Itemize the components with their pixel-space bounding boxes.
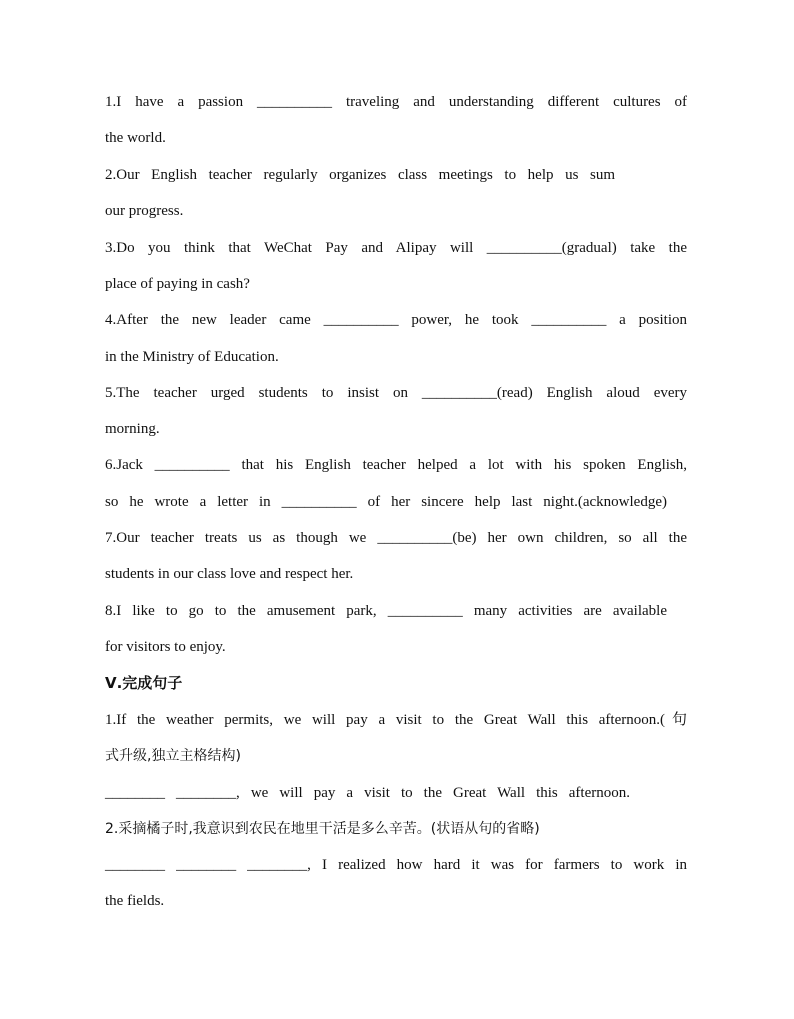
exercise-3-line-2: place of paying in cash?: [105, 276, 250, 292]
exercise-8-line-1: 8.I like to go to the amusement park, __________ many activities are available: [105, 603, 667, 619]
exercise-1-line-1: 1.I have a passion __________ traveling and understanding different cultures of: [105, 94, 687, 110]
exercise-5-line-1: 5.The teacher urged students to insist on __________(read) English aloud every: [105, 385, 687, 401]
exercise-5-line-2: morning.: [105, 421, 160, 437]
exercise-7-line-2: students in our class love and respect her.: [105, 566, 354, 582]
exercise-4-line-1: 4.After the new leader came __________ power, he took __________ a position: [105, 312, 687, 328]
sentence-2-line-3: the fields.: [105, 893, 165, 909]
exercise-4-line-2: in the Ministry of Education.: [105, 349, 279, 365]
exercise-7-line-1: 7.Our teacher treats us as though we __________(be) her own children, so all the: [105, 530, 687, 546]
exercise-6-line-2: so he wrote a letter in __________ of her sincere help last night.(acknowledge): [105, 494, 667, 510]
exercise-2-line-1: 2.Our English teacher regularly organizes class meetings to help us sum: [105, 167, 615, 183]
exercise-3-line-1: 3.Do you think that WeChat Pay and Alipay will __________(gradual) take the: [105, 240, 687, 256]
sentence-2-answer-line: ________ ________ ________, I realized how hard it was for farmers to work in: [105, 857, 687, 873]
exercise-1-line-2: the world.: [105, 130, 166, 146]
exercise-8-line-2: for visitors to enjoy.: [105, 639, 226, 655]
exercise-6-line-1: 6.Jack __________ that his English teacher helped a lot with his spoken English,: [105, 457, 687, 473]
sentence-1-line-2: 式升级,独立主格结构): [105, 748, 241, 764]
sentence-2-line-1: 2.采摘橘子时,我意识到农民在地里干活是多么辛苦。(状语从句的省略): [105, 821, 540, 837]
exercise-2-line-2: our progress.: [105, 203, 184, 219]
sentence-1-answer-line: ________ ________, we will pay a visit to the Great Wall this afternoon.: [105, 785, 630, 801]
section-heading-complete-sentences: Ⅴ.完成句子: [105, 674, 183, 692]
sentence-1-line-1: 1.If the weather permits, we will pay a visit to the Great Wall this afternoon.(句: [105, 712, 687, 728]
